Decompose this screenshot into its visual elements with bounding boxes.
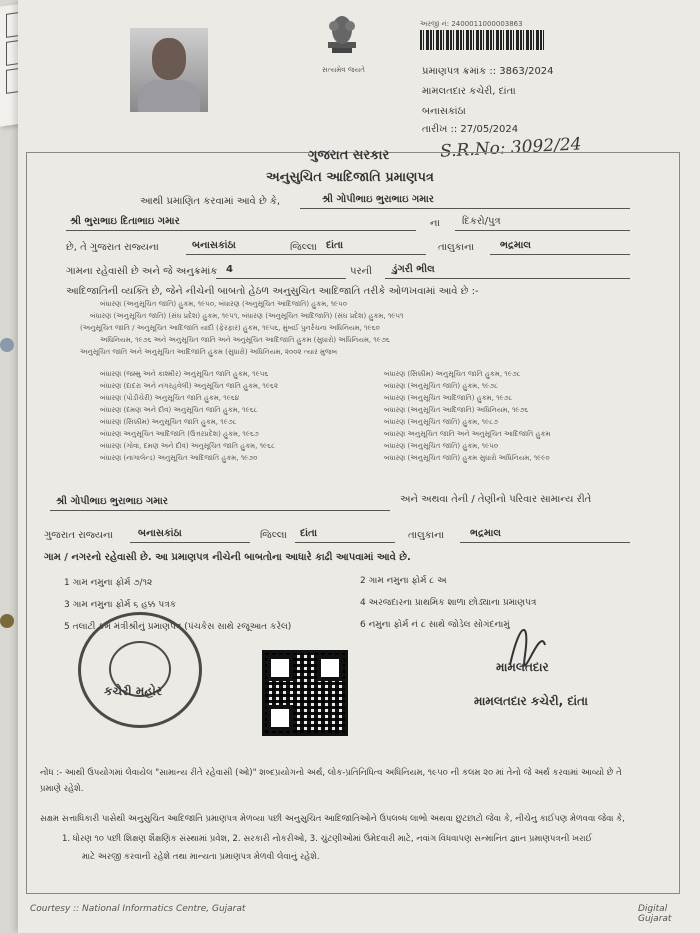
underline (385, 278, 630, 279)
order-right: બંધારણ (અનુસૂચિત જાતિ) હુકમ, ૧૯૮૭ (384, 418, 498, 426)
certificate-title: અનુસુચિત આદિજાતિ પ્રમાણપત્ર (266, 170, 434, 185)
order-line: બંધારણ (અનુસૂચિત જાતિ) હુકમ, ૧૯૫૦, બંધારણ (અનુસૂચિત આદિજાતિ) હુકમ, ૧૯૫૦ (100, 300, 347, 308)
underline (300, 208, 630, 209)
taluka-label: તાલુકાના (438, 242, 475, 253)
government-title: ગુજરાત સરકાર (308, 148, 390, 163)
order-line: બંધારણ (અનુસૂચિત જાતિ) (સંઘ પ્રદેશ) હુકમ, ૧૯૫૧, બંધારણ (અનુસૂચિત આદિજાતિ) (સંઘ પ્રદેશ) હુકમ, ૧૯૫૧ (90, 312, 404, 320)
certify-text: આથી પ્રમાણિત કરવામાં આવે છે કે, (140, 196, 281, 207)
order-left: બંધારણ (દમણ અને દીવ) અનુસૂચિત જાતિ હુકમ, ૧૯૬૮ (100, 406, 258, 414)
order-line: (અનુસૂચિત જાતિ / અનુસૂચિત આદિજાતિ યાદી (ફેરફાર) હુકમ, ૧૯૫૬, મુંબઈ પુનર્રચના અધિનિયમ, ૧૯૬૦ (80, 324, 380, 332)
content-frame (26, 152, 680, 894)
emblem-caption: સત્યમેવ જયતે (322, 66, 365, 74)
basis-text: ગામ / નગરનો રહેવાસી છે. આ પ્રમાણપત્ર નીચેની બાબતોના આધારે કાઢી આપવામાં આવે છે. (44, 552, 411, 563)
district-label: જિલ્લા (290, 242, 317, 253)
punch-hole (0, 614, 14, 628)
qr-code (262, 650, 348, 736)
note-line: માટે અરજી કરવાની રહેશે તથા માન્યતા પ્રમાણપત્ર મેળવી લેવાનું રહેશે. (82, 852, 320, 862)
note-line: 1. ધોરણ ૧૦ પછી શિક્ષણ શૈક્ષણિક સંસ્થામાં પ્રવેશ, 2. સરકારી નોકરીઓ, 3. ચુંટણીઓમાં ઉમેદવારી માટે, નવાંગ વિધવાપણ સન્માનિત જ્ઞાન પ્રમાણપત્રની ખરાઈ (62, 834, 593, 844)
order-right: બંધારણ અનુસૂચિત જાતિ અને અનુસૂચિત આદિજાતિ હુકમ (384, 430, 551, 438)
underline (130, 542, 250, 543)
document-item: 6 નમુના ફોર્મ નં ૮ સાથે જોડેલ સોગંદનામું (360, 620, 510, 630)
document-item: 2 ગામ નમુના ફોર્મ ૮ અ (360, 576, 447, 586)
order-right: બંધારણ (અનુસૂચિત આદિજાતિ) હુકમ, ૧૯૭૮ (384, 394, 513, 402)
tribe-label: પરની (350, 266, 372, 277)
order-right: બંધારણ (અનુસૂચિત જાતિ) હુકમ સુધારો અધિનિયમ, ૧૯૯૦ (384, 454, 550, 462)
certificate-number: પ્રમાણપત્ર ક્રમાંક :: 3863/2024 (422, 66, 554, 77)
tribe-statement: આદિજાતિની વ્યક્તિ છે, જેને નીચેની બાબતો હેઠળ અનુસુચિત આદિજાતિ તરીકે ઓળખવામાં આવે છે :- (66, 286, 479, 297)
application-number: અરજી નં: 2400011000003863 (420, 20, 523, 28)
underline (460, 542, 630, 543)
order-left: બંધારણ (ગોવા, દમણ અને દીવ) અનુસૂચિત જાતિ હુકમ, ૧૯૬૮ (100, 442, 275, 450)
underline (490, 254, 630, 255)
seal-text: કચેરી મહોર (104, 684, 163, 698)
ashoka-emblem-icon (318, 12, 366, 64)
family-text: અને અથવા તેની / તેણીનો પરિવાર સામાન્ય રીતે (400, 494, 592, 505)
district2-value: બનાસકાંઠા (138, 528, 182, 539)
state-label: છે, તે ગુજરાત રાજ્યના (66, 242, 159, 253)
order-line: અધિનિયમ, ૧૯૭૬ અને અનુસૂચિત જાતિ અને અનુસૂચિત આદિજાતિ હુકમ (સુધારો) અધિનિયમ, ૧૯૭૬ (100, 336, 390, 344)
taluka2-label: તાલુકાના (408, 530, 445, 541)
order-right: બંધારણ (અનુસૂચિત આદિજાતિ) અધિનિયમ, ૧૯૭૬ (384, 406, 529, 414)
signatory-office: મામલતદાર કચેરી, દાંતા (474, 694, 588, 708)
person-name: શ્રી ગોપીભાઇ ભુરાભાઇ ગમાર (322, 194, 434, 205)
order-left: બંધારણ (જમ્મુ અને કાશ્મીર) અનુસૂચિત જાતિ હુકમ, ૧૯૫૬ (100, 370, 269, 378)
punch-hole (0, 338, 14, 352)
order-right: બંધારણ (અનુસૂચિત જાતિ) હુકમ, ૧૯૫૦ (384, 442, 499, 450)
village-resident-text: ગામના રહેવાસી છે અને જે અનુક્રમાંક (66, 266, 218, 277)
order-left: બંધારણ (પોંડીચેરી) અનુસૂચિત જાતિ હુકમ, ૧૯૬૪ (100, 394, 240, 402)
digital-gujarat-footer: Digital Gujarat (638, 904, 672, 924)
document-item: 5 તલાટી કમ મંત્રીશ્રીનું પ્રમાણપત્ર (પંચકેસ સાથે રજૂઆત કરેલ) (64, 622, 292, 632)
order-line: અનુસૂચિત જાતિ અને અનુસૂચિત આદિજાતિ હુકમ (સુધારો) અધિનિયમ, ૨૦૦૨ ત્યાર મુજબ (80, 348, 338, 356)
underline (50, 510, 390, 511)
order-right: બંધારણ (સિક્કીમ) અનુસૂચિત જાતિ હુકમ, ૧૯૭૮ (384, 370, 521, 378)
district-value: બનાસકાંઠા (192, 240, 236, 251)
order-left: બંધારણ અનુસૂચિત આદિજાતિ (ઉત્તરપ્રદેશ) હુકમ, ૧૯૬૭ (100, 430, 259, 438)
serial-value: 4 (226, 264, 233, 275)
order-left: બંધારણ (સિક્કીમ) અનુસૂચિત જાતિ હુકમ, ૧૯૭૮ (100, 418, 237, 426)
order-left: બંધારણ (દાદરા અને નગરહવેલી) અનુસૂચિત જાતિ હુકમ, ૧૯૬૨ (100, 382, 279, 390)
issuing-office: મામલતદાર કચેરી, દાંતા (422, 86, 516, 97)
order-left: બંધારણ (નાગાલેન્ડ) અનુસૂચિત આદિજાતિ હુકમ, ૧૯૭૦ (100, 454, 258, 462)
courtesy-footer: Courtesy :: National Informatics Centre, Gujarat (30, 904, 246, 914)
tribe-value: ડુંગરી ભીલ (392, 264, 435, 275)
son-label: ના (430, 218, 440, 229)
father-name: શ્રી ભુરાભાઇ દિતાભાઇ ગમાર (70, 216, 180, 227)
document-item: 3 ગામ નમુના ફોર્મ ૬ હક્ક પત્રક (64, 600, 177, 610)
taluka2-value: દાંતા (300, 528, 318, 539)
note-line: નોંધ :- આથી ઉપયોગમાં લેવાયેલ "સામાન્ય રીતે રહેવાસી (ઓ)" શબ્દપ્રયોગનો અર્થ, લોક-પ્રતિનિધિત્વ અધિનિયમ, ૧૯૫૦ ની કલમ ૨૦ માં તેનો જે અર્થ કરવામાં આવ્યો છે તે (40, 768, 622, 778)
underline (455, 230, 630, 231)
underline (216, 278, 346, 279)
barcode (420, 30, 544, 50)
village-value: ભદ્રમાલ (500, 240, 531, 251)
village2-value: ભદ્રમાલ (470, 528, 501, 539)
handwritten-serial: S.R.No: 3092/24 (439, 134, 582, 162)
underline (295, 542, 395, 543)
note-line: પ્રમાણે રહેશે. (40, 784, 84, 794)
order-right: બંધારણ (અનુસૂચિત જાતિ) હુકમ, ૧૯૭૮ (384, 382, 498, 390)
underline (186, 254, 426, 255)
state2-label: ગુજરાત રાજ્યના (44, 530, 113, 541)
district-place: બનાસકાંઠા (422, 106, 466, 117)
issue-date: તારીખ :: 27/05/2024 (422, 124, 519, 135)
note-line: સક્ષમ સત્તાધિકારી પાસેથી અનુસુચિત આદિજાતિ પ્રમાણપત્ર મેળવ્યા પછી અનુસુચિત આદિજાતિઓને ઉપલબ્ધ લાભો અથવા છુટછાટો જેવા કે, નીચેનુ કાઈપણ મેળવવા જેવા કે, (40, 814, 625, 824)
family-name: શ્રી ગોપીભાઇ ભુરાભાઇ ગમાર (56, 496, 168, 507)
applicant-photo (130, 28, 208, 112)
office-seal (78, 612, 202, 728)
document-item: 1 ગામ નમુના ફોર્મ ૭/૧૨ (64, 578, 153, 588)
document-item: 4 અરજદારના પ્રાથમિક શાળા છોડ્યાના પ્રમાણપત્ર (360, 598, 537, 608)
son-value: દિકરો/પુત્ર (462, 216, 501, 227)
underline (66, 230, 416, 231)
district2-label: જિલ્લા (260, 530, 287, 541)
signatory-title: મામલતદાર (496, 660, 549, 674)
taluka-value: દાંતા (326, 240, 344, 251)
